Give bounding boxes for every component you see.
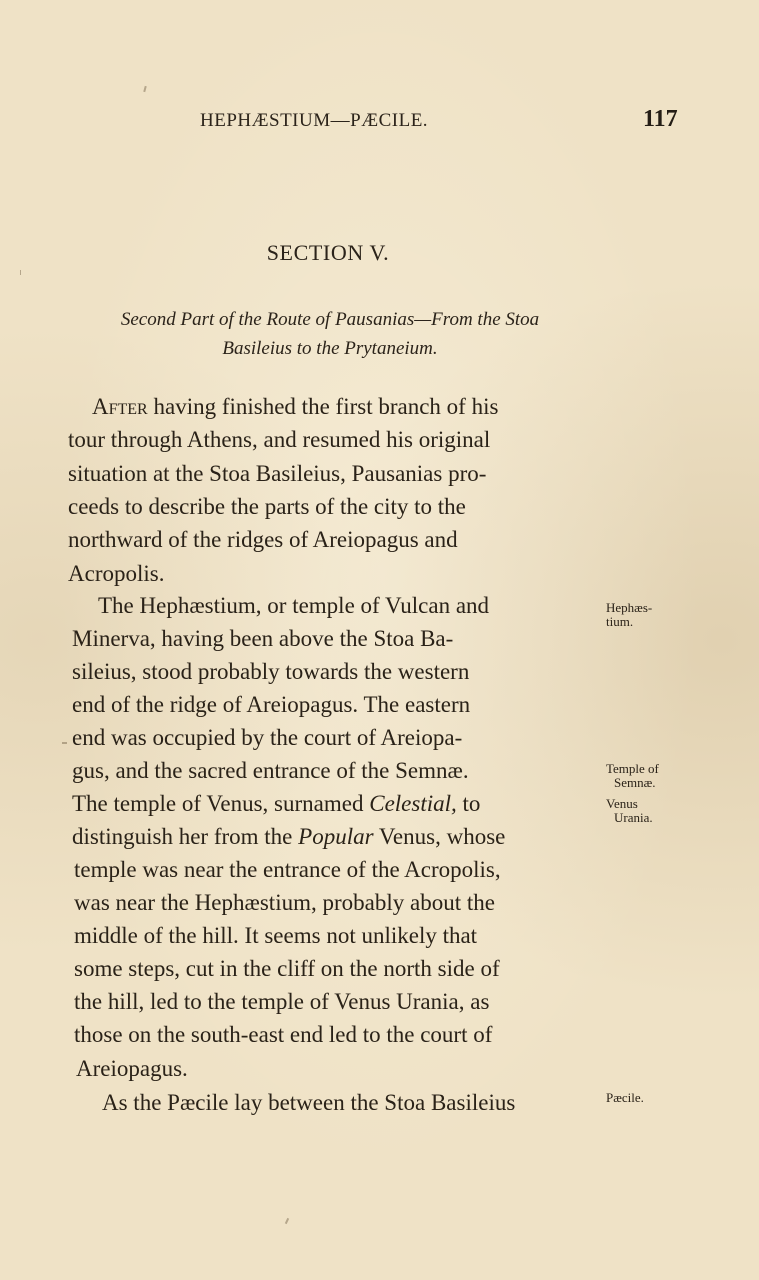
subtitle-line: Second Part of the Route of Pausanias—From the Stoa: [120, 309, 540, 330]
subtitle-line: Basileius to the Prytaneium.: [222, 338, 438, 359]
body-line: those on the south-east end led to the court of: [74, 1022, 493, 1047]
section-subtitle: [60, 305, 600, 363]
body-line: situation at the Stoa Basileius, Pausanias pro-: [68, 461, 487, 486]
body-line: Minerva, having been above the Stoa Ba-: [72, 626, 454, 651]
body-line: end was occupied by the court of Areiopa-: [72, 725, 463, 750]
body-line: gus, and the sacred entrance of the Semnæ.: [72, 758, 469, 783]
paper-speck: [20, 270, 21, 275]
body-line: The temple of Venus, surnamed Celestial, to: [72, 791, 481, 816]
paper-speck: [285, 1218, 289, 1224]
page-number: 117: [643, 106, 678, 132]
body-line: The Hephæstium, or temple of Vulcan and: [98, 593, 490, 618]
margin-note-paecile: Pæcile.: [606, 1090, 644, 1105]
body-line: some steps, cut in the cliff on the north side of: [74, 956, 500, 981]
margin-note-hephaestium: Hephæs- tium.: [606, 600, 653, 629]
drop-word: After: [92, 394, 148, 419]
margin-note-venus-urania: Venus Urania.: [606, 796, 653, 825]
body-line: tour through Athens, and resumed his original: [68, 427, 491, 452]
body-line: end of the ridge of Areiopagus. The eastern: [72, 692, 471, 717]
margin-note-temple-of-semnae: Temple of Semnæ.: [606, 761, 659, 790]
body-line: northward of the ridges of Areiopagus and: [68, 527, 458, 552]
body-line: middle of the hill. It seems not unlikely that: [74, 923, 478, 948]
body-line: was near the Hephæstium, probably about the: [74, 890, 495, 915]
running-head: HEPHÆSTIUM—PÆCILE.: [200, 110, 429, 131]
body-line: temple was near the entrance of the Acropolis,: [74, 857, 501, 882]
section-heading: SECTION V.: [266, 240, 390, 265]
body-line: Areiopagus.: [76, 1056, 188, 1081]
body-line: distinguish her from the Popular Venus, whose: [72, 824, 506, 849]
body-line: the hill, led to the temple of Venus Urania, as: [74, 989, 490, 1014]
paper-speck: [62, 742, 67, 744]
paper-speck: [143, 86, 146, 92]
body-line: As the Pæcile lay between the Stoa Basileius: [102, 1090, 516, 1115]
body-line: Acropolis.: [68, 561, 165, 586]
body-line: After having finished the first branch of his: [92, 394, 499, 419]
body-line: ceeds to describe the parts of the city to the: [68, 494, 466, 519]
body-line: sileius, stood probably towards the western: [72, 659, 470, 684]
